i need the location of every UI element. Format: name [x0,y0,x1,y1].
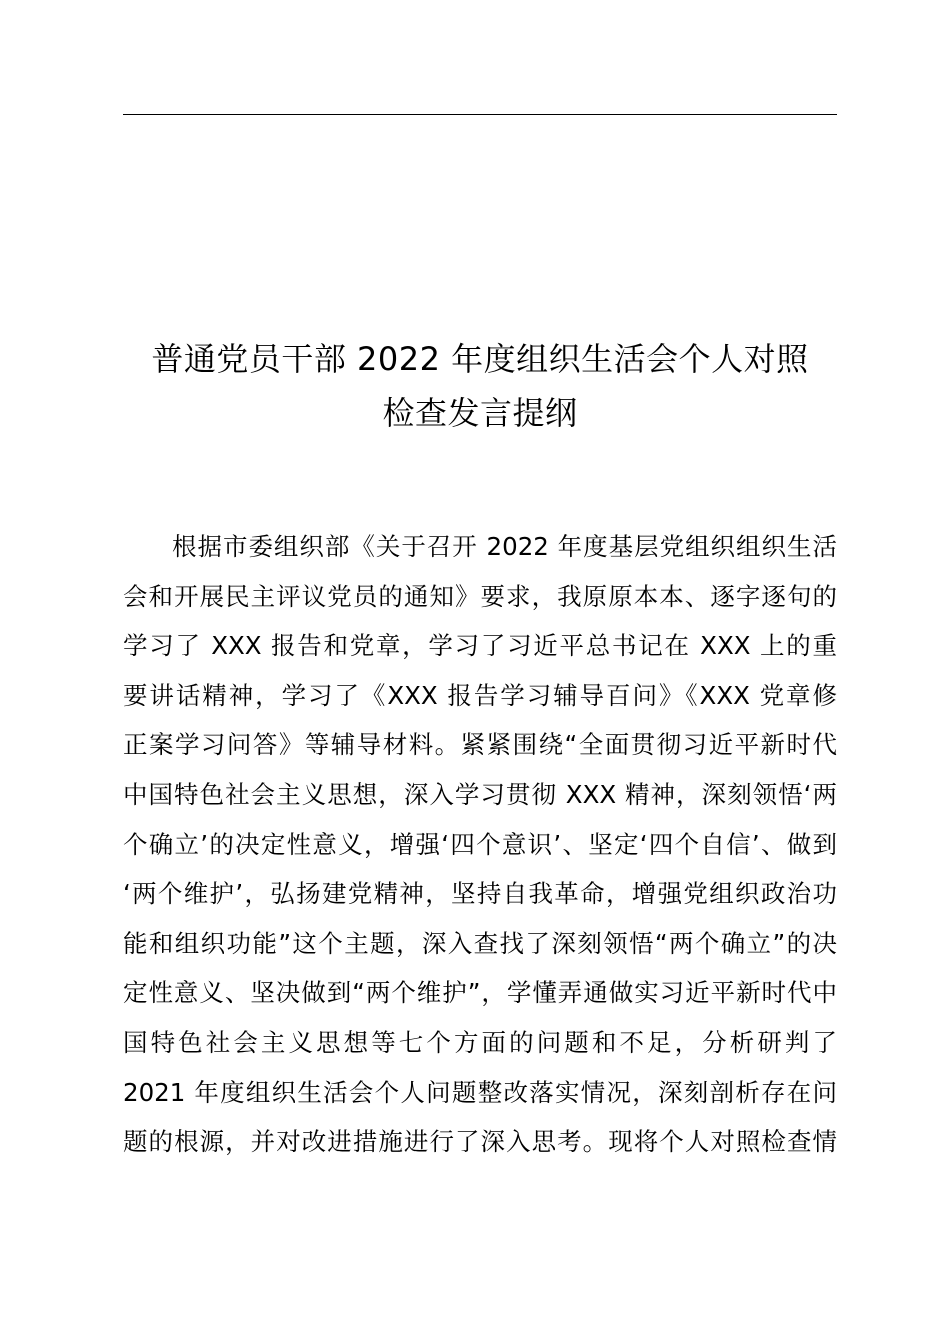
body-line: 国特色社会主义思想等七个方面的问题和不足，分析研判了 [123,1027,837,1057]
body-line: 能和组织功能”这个主题，深入查找了深刻领悟“两个确立”的决 [123,928,837,958]
body-line: 正案学习问答》等辅导材料。紧紧围绕“全面贯彻习近平新时代 [123,730,837,760]
body-line: 定性意义、坚决做到“两个维护”，学懂弄通做实习近平新时代中 [123,978,837,1008]
body-line: 个确立’的决定性意义，增强‘四个意识’、坚定‘四个自信’、做到 [123,829,837,859]
body-line: 学习了 XXX 报告和党章，学习了习近平总书记在 XXX 上的重 [123,631,837,661]
title-line-1: 普通党员干部 2022 年度组织生活会个人对照 [151,340,809,378]
body-line: 2021 年度组织生活会个人问题整改落实情况，深刻剖析存在问 [123,1077,837,1107]
header-rule [123,114,837,115]
body-line: 会和开展民主评议党员的通知》要求，我原原本本、逐字逐句的 [123,581,837,611]
body-line: 题的根源，并对改进措施进行了深入思考。现将个人对照检查情 [123,1127,837,1157]
title-line-2: 检查发言提纲 [382,394,578,432]
body-line: ‘两个维护’，弘扬建党精神，坚持自我革命，增强党组织政治功 [123,879,837,909]
body-line: 根据市委组织部《关于召开 2022 年度基层党组织组织生活 [172,532,837,561]
document-title [123,332,837,440]
body-line: 要讲话精神，学习了《XXX 报告学习辅导百问》《XXX 党章修 [123,680,837,710]
body-line: 中国特色社会主义思想，深入学习贯彻 XXX 精神，深刻领悟‘两 [123,779,837,809]
body-paragraph [123,522,837,1167]
